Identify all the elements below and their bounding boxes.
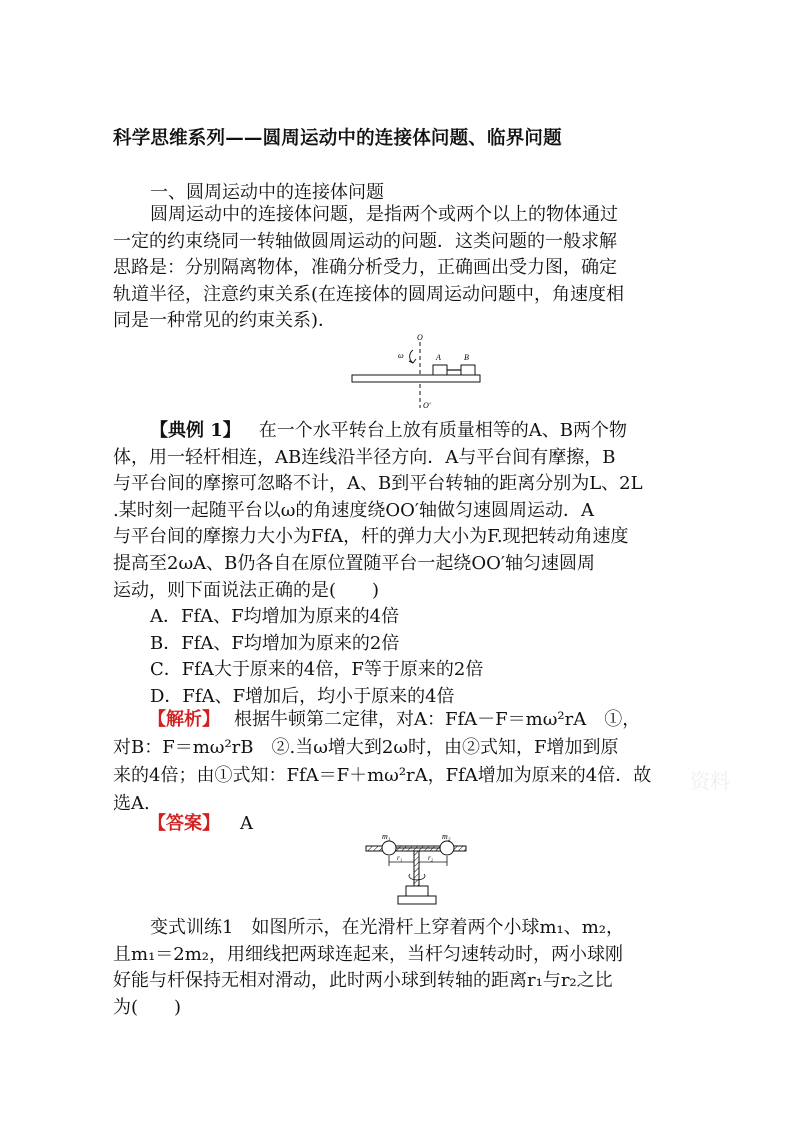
text-line: 在一个水平转台上放有质量相等的A、B两个物 [258, 420, 628, 441]
shaft [414, 851, 419, 886]
label-m1: m₁ [382, 832, 391, 841]
motor-block [406, 886, 428, 896]
label-a: A [436, 353, 441, 362]
text-line: 一定的约束绕同一转轴做圆周运动的问题．这类问题的一般求解 [113, 230, 617, 252]
text-line: 好能与杆保持无相对滑动，此时两小球到转轴的距离r₁与r₂之比 [113, 970, 613, 992]
label-m2: m₂ [442, 832, 451, 841]
answer-line [148, 810, 253, 838]
base [398, 896, 436, 904]
label-o-prime: O′ [423, 401, 431, 410]
text-line: .某时刻一起随平台以ω的角速度绕OO′轴做匀速圆周运动．A [113, 499, 594, 521]
platform [352, 375, 480, 382]
answer-value: A [240, 813, 253, 834]
solution-tag: 【解析】 [148, 709, 220, 730]
page-title: 科学思维系列——圆周运动中的连接体问题、临界问题 [113, 128, 562, 149]
answer-tag: 【答案】 [148, 813, 220, 834]
text-line: 体，用一轻杆相连，AB连线沿半径方向．A与平台间有摩擦，B [113, 446, 616, 468]
block-a [433, 365, 447, 375]
ball-m2 [440, 841, 454, 855]
text-line: 轨道半径，注意约束关系(在连接体的圆周运动问题中，角速度相 [113, 283, 625, 305]
text-line: 变式训练1 如图所示，在光滑杆上穿着两个小球m₁、m₂， [150, 917, 625, 938]
option-d: D．FfA、F增加后，均小于原来的4倍 [150, 686, 455, 707]
section-intro-paragraph [113, 202, 681, 335]
exercise-paragraph [113, 915, 681, 1021]
text-line: 同是一种常见的约束关系)． [113, 310, 337, 332]
text-line: 运动，则下面说法正确的是( ) [113, 579, 380, 601]
label-omega: ω [398, 351, 404, 360]
text-line: 圆周运动中的连接体问题，是指两个或两个以上的物体通过 [150, 204, 618, 225]
text-line: 与平台间的摩擦力大小为FfA，杆的弹力大小为F.现把转动角速度 [113, 526, 629, 548]
ball-m1 [382, 841, 396, 855]
option-c: C．FfA大于原来的4倍，F等于原来的2倍 [150, 659, 484, 680]
label-b: B [464, 353, 469, 362]
text-line: 对B：F＝mω²rB ②.当ω增大到2ω时，由②式知，F增加到原 [113, 737, 619, 758]
text-line: 提高至2ωA、B仍各自在原位置随平台一起绕OO′轴匀速圆周 [113, 552, 595, 574]
text-line: 根据牛顿第二定律，对A：FfA－F＝mω²rA ①， [234, 709, 641, 730]
option-b: B．FfA、F均增加为原来的2倍 [150, 633, 400, 654]
label-r1: r₁ [397, 854, 403, 862]
rotating-rod-figure [362, 828, 472, 910]
watermark: 资料 [690, 769, 730, 793]
text-line: 来的4倍；由①式知：FfA＝F＋mω²rA，FfA增加为原来的4倍．故 [113, 765, 652, 786]
text-line: 为( ) [113, 996, 182, 1018]
label-r2: r₂ [428, 854, 434, 862]
example-tag: 【典例 1】 [150, 420, 241, 441]
option-a: A．FfA、F均增加为原来的4倍 [150, 606, 400, 627]
text-line: 选A. [113, 793, 150, 814]
label-o: O [417, 333, 423, 342]
section-heading: 一、圆周运动中的连接体问题 [150, 182, 384, 203]
text-line: 思路是：分别隔离物体，准确分析受力，正确画出受力图，确定 [113, 257, 617, 279]
block-b [461, 365, 475, 375]
turntable-figure [345, 330, 490, 415]
solution-paragraph [113, 706, 651, 818]
text-line: 与平台间的摩擦可忽略不计，A、B到平台转轴的距离分别为L、2L [113, 473, 643, 495]
text-line: 且m₁＝2m₂，用细线把两球连起来，当杆匀速转动时，两小球刚 [113, 943, 624, 965]
example-paragraph [113, 418, 681, 604]
